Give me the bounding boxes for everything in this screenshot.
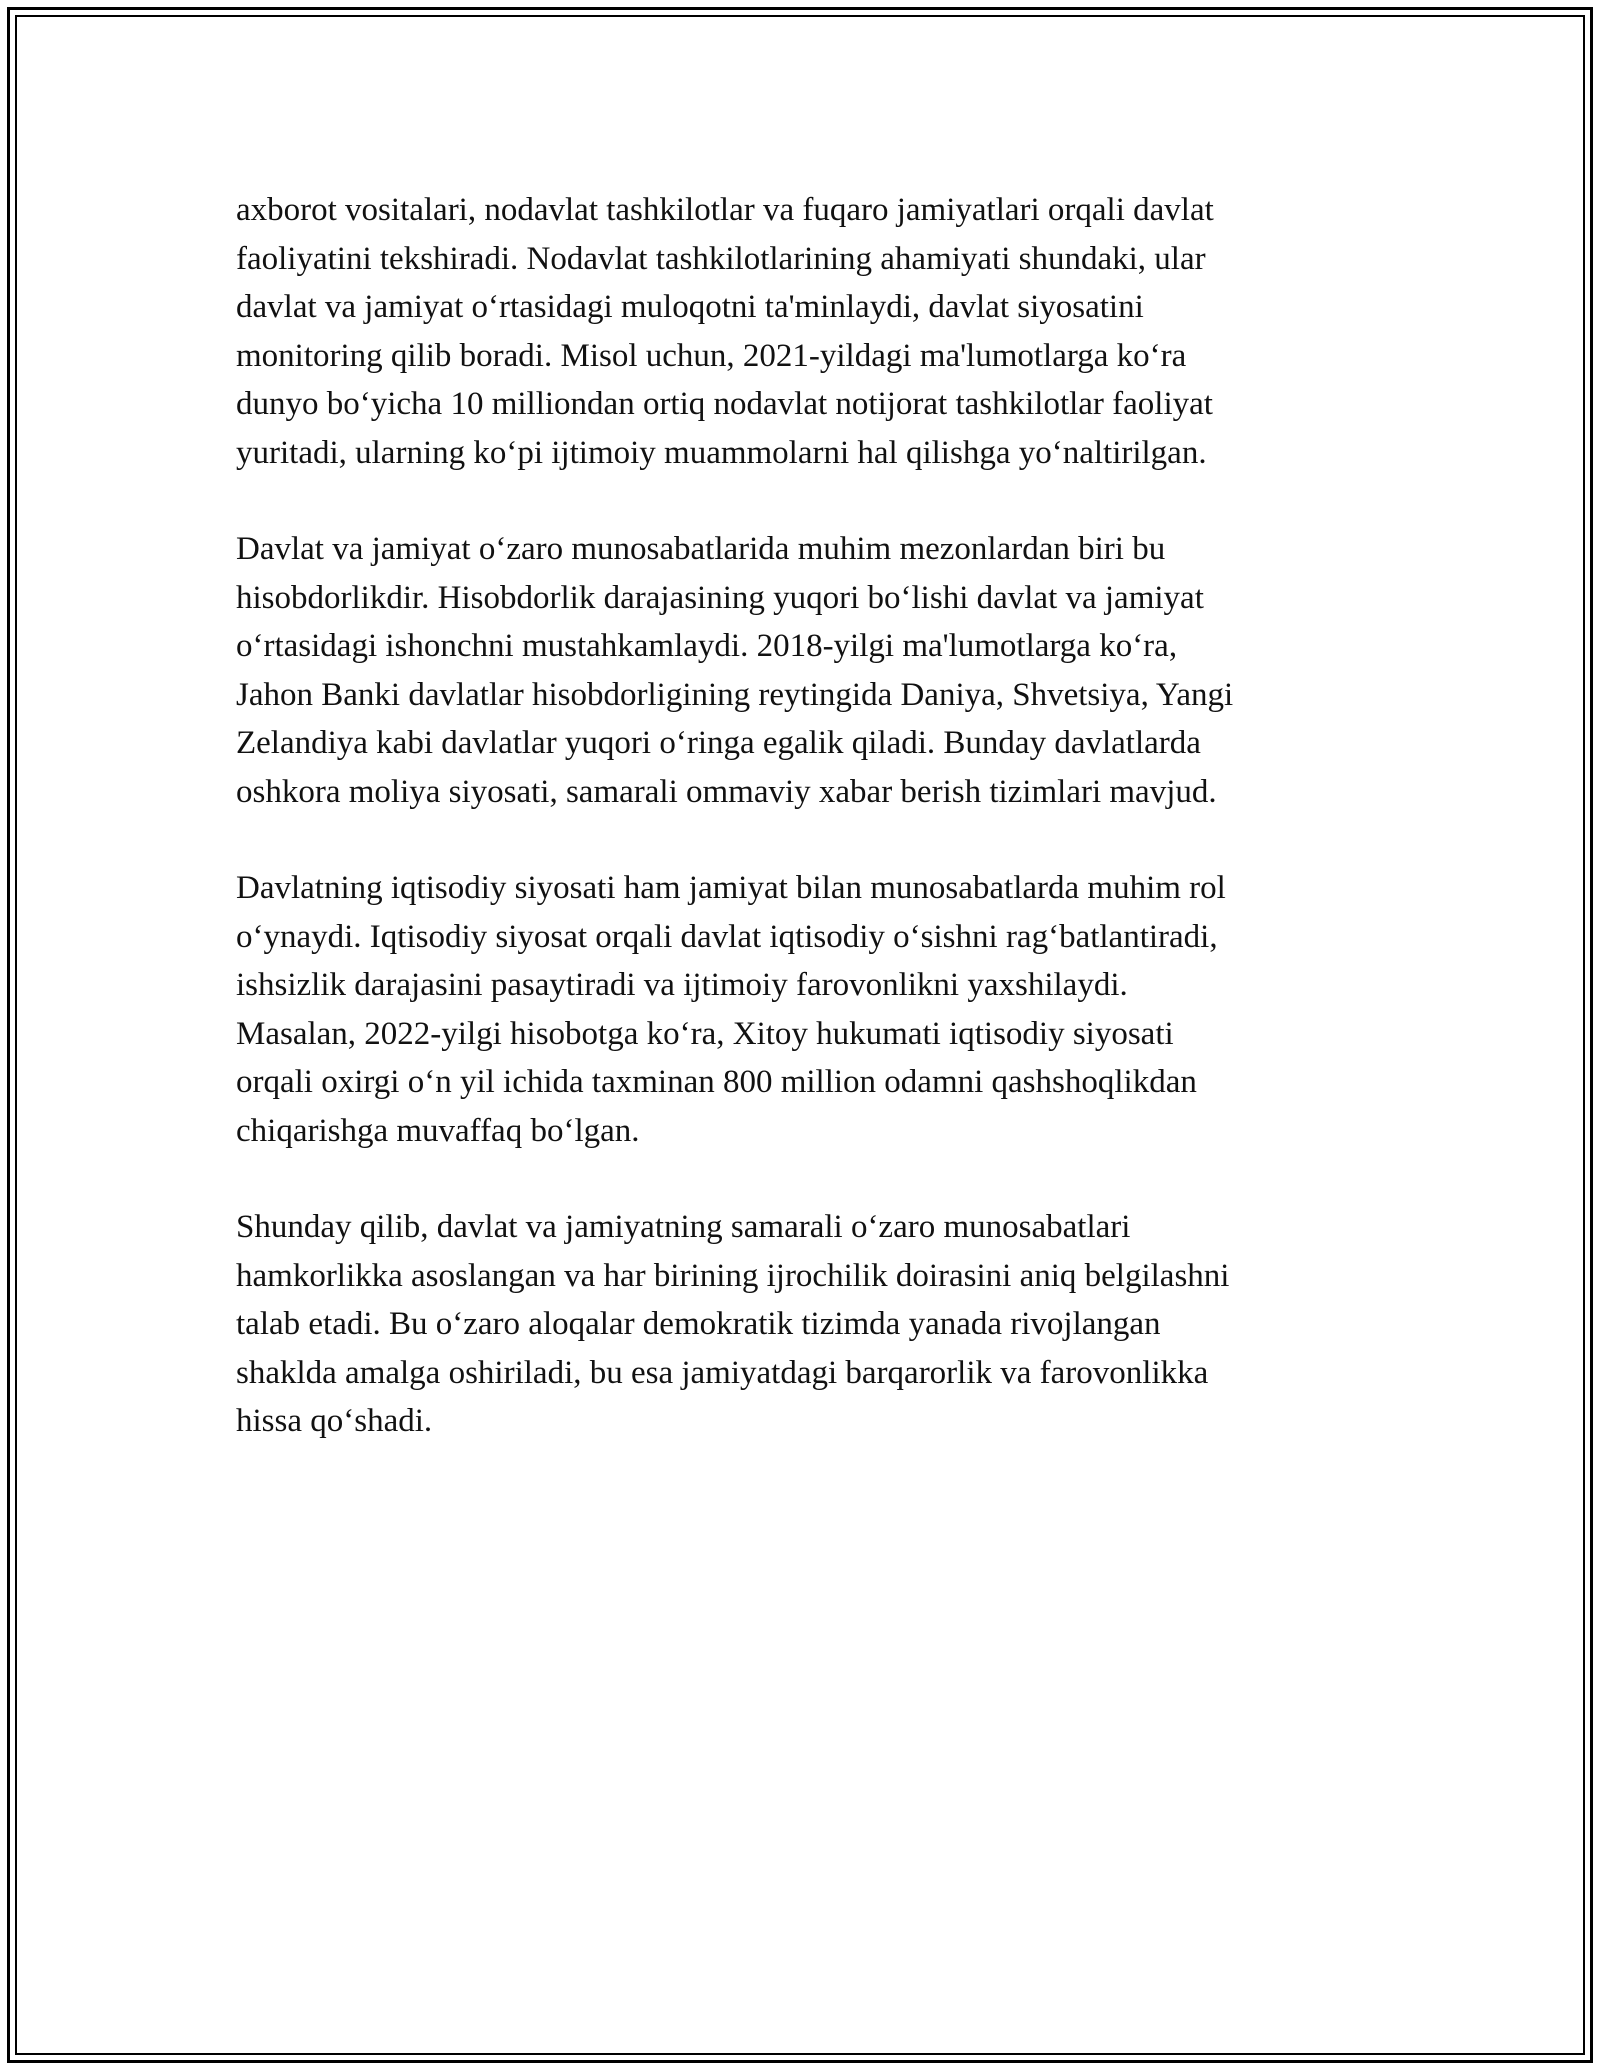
paragraph-4: Shunday qilib, davlat va jamiyatning samarali o‘zaro munosabatlari hamkorlikka asoslangan va har birining ijrochilik doirasini aniq belgilashni talab etadi. Bu o‘zaro aloqalar demokratik tizimda yanada rivojlangan shaklda amalga oshiriladi, bu esa jamiyatdagi barqarorlik va farovonlikka hissa qo‘shadi. — [236, 1209, 1230, 1439]
paragraph-3: Davlatning iqtisodiy siyosati ham jamiyat bilan munosabatlarda muhim rol o‘ynaydi. Iqtisodiy siyosat orqali davlat iqtisodiy o‘sishni rag‘batlantiradi, ishsizlik darajasini pasaytiradi va ijtimoiy farovonlikni yaxshilaydi. Masalan, 2022-yilgi hisobotga ko‘ra, Xitoy hukumati iqtisodiy siyosati orqali oxirgi o‘n yil ichida taxminan 800 million odamni qashshoqlikdan chiqarishga muvaffaq bo‘lgan. — [236, 870, 1226, 1149]
paragraph-1: axborot vositalari, nodavlat tashkilotlar va fuqaro jamiyatlari orqali davlat faoliyatini tekshiradi. Nodavlat tashkilotlarining ahamiyati shundaki, ular davlat va jamiyat o‘rtasidagi muloqotni ta'minlaydi, davlat siyosatini monitoring qilib boradi. Misol uchun, 2021-yildagi ma'lumotlarga ko‘ra dunyo bo‘yicha 10 milliondan ortiq nodavlat notijorat tashkilotlar faoliyat yuritadi, ularning ko‘pi ijtimoiy muammolarni hal qilishga yo‘naltirilgan. — [236, 192, 1214, 471]
paragraph-2: Davlat va jamiyat o‘zaro munosabatlarida muhim mezonlardan biri bu hisobdorlikdir. Hisobdorlik darajasining yuqori bo‘lishi davlat va jamiyat o‘rtasidagi ishonchni mustahkamlaydi. 2018-yilgi ma'lumotlarga ko‘ra, Jahon Banki davlatlar hisobdorligining reytingida Daniya, Shvetsiya, Yangi Zelandiya kabi davlatlar yuqori o‘ringa egalik qiladi. Bunday davlatlarda oshkora moliya siyosati, samarali ommaviy xabar berish tizimlari mavjud. — [236, 531, 1234, 810]
page-content — [236, 186, 1376, 1494]
